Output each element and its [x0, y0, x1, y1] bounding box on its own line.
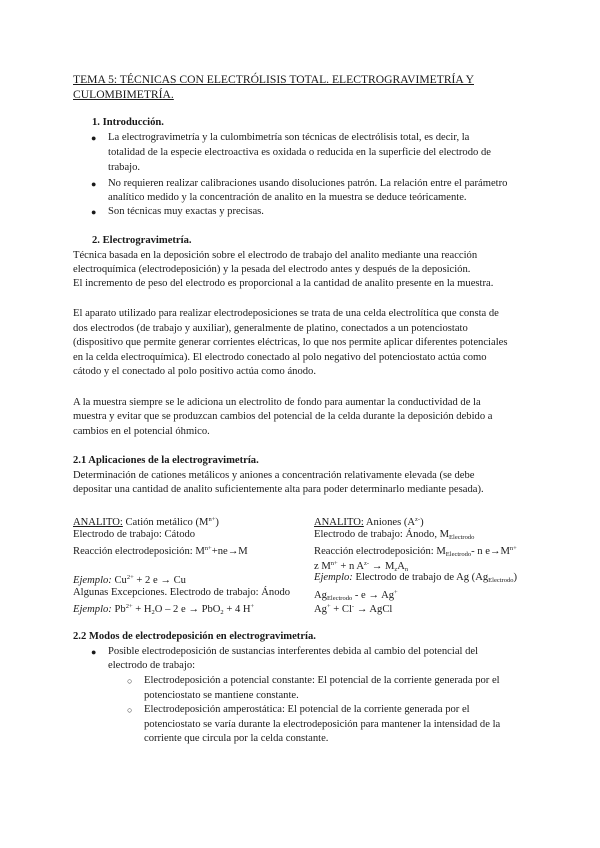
- s21-p-line-1: Determinación de cationes metálicos y aniones a concentración relativamente elevada (se debe: [73, 470, 475, 481]
- s22-circle-2-line-2: potenciostato se varía durante la electrodeposición para mantener la intensidad de la: [144, 719, 501, 730]
- page-title-line-2: CULOMBIMETRÍA.: [73, 88, 174, 101]
- s1-bullet-1-line-3: trabajo.: [108, 162, 141, 173]
- s2-p1-line-1: Técnica basada en la deposición sobre el electrodo de trabajo del analito mediante una reacción: [73, 250, 478, 261]
- s22-circle-2-line-3: corriente que circula por la celda constante.: [144, 733, 329, 744]
- s1-bullet-1-line-2: totalidad de la especie electroactiva es oxidada o reducida en la superficie del electrodo de: [108, 147, 491, 158]
- right-electrodo-line: Electrodo de trabajo: Ánodo, $M_{Electrodo}$: [314, 529, 475, 541]
- bullet-icon: ●: [91, 647, 97, 657]
- section-2-heading: 2. Electrogravimetría.: [92, 235, 192, 246]
- s2-p2-line-3: (dispositivo que permite generar corrientes eléctricas, lo que nos permite aplicar diferentes potenciales: [73, 337, 508, 348]
- s2-p2-line-2: dos electrodos (de trabajo y auxiliar), generalmente de platino, conectados a un potenciostato: [73, 323, 468, 334]
- right-ejemplo-line: Ejemplo: Electrodo de trabajo de Ag $(Ag_{Electrodo})$: [314, 572, 517, 584]
- s22-bullet-1-line-1: Posible electrodeposición de sustancias interferentes debida al cambio del potencial del: [108, 646, 479, 657]
- right-reaccion-4-line: Ag+ + Cl- → AgCl: [314, 603, 393, 615]
- bullet-icon: ●: [91, 179, 97, 189]
- s1-bullet-2-line-1: No requieren realizar calibraciones usando disoluciones patrón. La relación entre el parámetro: [108, 178, 508, 189]
- right-reaccion-3-line: $Ag_{Electrodo} - e \to Ag^+$: [314, 589, 398, 602]
- left-analito-line: ANALITO: Catión metálico $(M^{n+})$: [73, 516, 219, 528]
- s1-bullet-2-line-2: analítico medido y la concentración de analito en la muestra se deduce teóricamente.: [108, 192, 467, 203]
- left-ejemplo-line: Ejemplo: $Cu^{2+} + 2$ e → Cu: [73, 574, 186, 586]
- right-reaccion-2-line: z $M^{n+} + n$ $A^{z-} \to M_zA_n$: [314, 560, 409, 573]
- s22-circle-1-line-2: potenciostato se mantiene constante.: [144, 690, 299, 701]
- s2-p3-line-2: muestra y evitar que se produzcan cambios del potencial de la celda durante la deposición debido a: [73, 411, 493, 422]
- s1-bullet-1-line-1: La electrogravimetría y la culombimetría son técnicas de electrólisis total, es decir, la: [108, 132, 470, 143]
- left-excepciones-line: Algunas Excepciones. Electrodo de trabajo: Ánodo: [73, 587, 291, 598]
- page-title-line-1: TEMA 5: TÉCNICAS CON ELECTRÓLISIS TOTAL. ELECTROGRAVIMETRÍA Y: [73, 73, 474, 86]
- s22-circle-1-line-1: Electrodeposición a potencial constante: El potencial de la corriente generada por el: [144, 675, 500, 686]
- bullet-icon: ●: [91, 207, 97, 217]
- section-1-heading: 1. Introducción.: [92, 117, 164, 128]
- section-2-2-heading: 2.2 Modos de electrodeposición en electrogravimetría.: [73, 631, 316, 642]
- s21-p-line-2: depositar una cantidad de analito suficientemente alta para poder determinarlo mediante pesada).: [73, 484, 484, 495]
- left-ejemplo-2-line: Ejemplo: $Pb^{2+} + H_2O - 2$ e → PbO$_2$ + 4 H+: [73, 603, 255, 616]
- s2-p2-line-5: cátodo y el conectado al polo positivo actúa como ánodo.: [73, 366, 316, 377]
- circle-bullet-icon: ○: [127, 676, 133, 686]
- s2-p3-line-3: cambios en el potencial óhmico.: [73, 426, 210, 437]
- bullet-icon: ●: [91, 133, 97, 143]
- right-reaccion-line: Reacción electrodeposición: $M_{Electrodo}-$ n $e\to M^{n+}$: [314, 545, 517, 558]
- section-2-1-heading: 2.1 Aplicaciones de la electrogravimetría.: [73, 455, 259, 466]
- s2-p1-line-3: El incremento de peso del electrodo es proporcional a la cantidad de analito presente en la muestra.: [73, 278, 494, 289]
- s2-p3-line-1: A la muestra siempre se le adiciona un electrolito de fondo para aumentar la conductividad de la: [73, 397, 481, 408]
- s22-bullet-1-line-2: electrodo de trabajo:: [108, 660, 196, 671]
- s2-p2-line-4: en la celda electroquímica). El electrodo conectado al polo negativo del potenciostato actúa como: [73, 352, 487, 363]
- left-reaccion-line: Reacción electrodeposición: $M^{n+}+ne\to M$: [73, 545, 248, 557]
- s2-p2-line-1: El aparato utilizado para realizar electrodeposiciones se trata de una celda electrolítica que consta de: [73, 308, 499, 319]
- s22-circle-2-line-1: Electrodeposición amperostática: El potencial de la corriente generada por el: [144, 704, 470, 715]
- s1-bullet-3-line-1: Son técnicas muy exactas y precisas.: [108, 206, 264, 217]
- left-electrodo-line: Electrodo de trabajo: Cátodo: [73, 529, 196, 540]
- right-analito-line: ANALITO: Aniones $(A^{z-})$: [314, 516, 424, 528]
- s2-p1-line-2: electroquímica (electrodeposición) y la pesada del electrodo antes y después de la deposición.: [73, 264, 471, 275]
- circle-bullet-icon: ○: [127, 705, 133, 715]
